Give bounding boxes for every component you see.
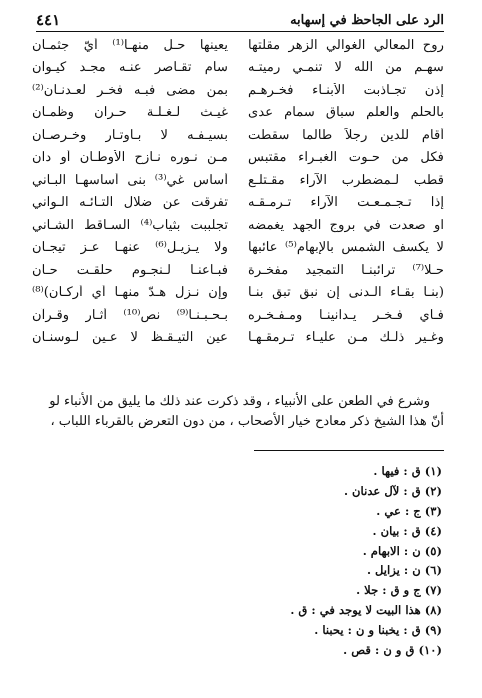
page-number: ٤٤١ [36,11,61,29]
verse-second-hemistich: تفرقت عن ضلال التـائـه الـواني [32,195,228,211]
verse-first-hemistich: إذن تجـاذبت الأبنـاء فخـرهـم [248,82,444,98]
verse-first-hemistich: قطب لـمضطرب الآراء مقـتلـع [248,172,444,188]
poem-verse [32,147,444,170]
verse-first-hemistich: لا يكسف الشمس بالإبهام⁽⁵⁾ عائبها [248,240,444,256]
footnote-separator [254,450,444,451]
poem-verse [32,304,444,327]
verse-first-hemistich: حـلا⁽⁷⁾ ترائبنـا التمجيد مفخـرة [248,262,444,278]
footnote: (٧) ج و ق : جلا . [356,583,442,598]
verse-second-hemistich: ولا يـزيـل⁽⁶⁾ عنهـا عـز تيجـان [32,240,228,256]
verse-second-hemistich: مـن نـوره نـازح الأوطـان أو دان [32,150,228,166]
verse-second-hemistich: وإن نـزل هـدّ منهـا أي أركـان)⁽⁸⁾ [32,285,228,301]
verse-second-hemistich: يعينها حـل منهـا⁽¹⁾ أيّ جثمـان [32,37,229,53]
verse-first-hemistich: أقام للدين رجلاً طالما سقطت [248,127,444,143]
poem-verse [32,169,444,192]
running-header [36,10,444,30]
verse-first-hemistich: إذا تـجـمـعـت الآراء تـرمـقـه [248,195,444,211]
poem-verse [32,214,444,237]
verse-first-hemistich: سهـم من الله لا تنمـي رميتـه [248,60,444,76]
poem-verse [32,282,444,305]
verse-second-hemistich: بـحـبـنـا⁽⁹⁾ نص⁽¹⁰⁾ أثـار وقـرآن [32,307,229,323]
footnotes [290,462,442,661]
verse-first-hemistich: فـاي فـخـر يـدانينـا ومـفـخـره [248,307,444,323]
verse-second-hemistich: أساس غي⁽³⁾ بنى أساسهـا البـاني [32,172,228,188]
verse-first-hemistich: او صعدت في بروج الجهد يغمضه [248,217,444,233]
prose-paragraph [32,392,444,432]
poem-verse [32,192,444,215]
poem-verse [32,102,444,125]
running-title: الرد على الجاحظ في إسهابه [290,12,444,28]
poem-verse [32,79,444,102]
verse-second-hemistich: فبـاعنـا لـنجـوم حلقـت حـان [32,262,228,278]
prose-line: وشرع في الطعن على الأنبياء ، وقد ذكرت عند ذلك ما يليق من الأنباء لو [49,394,430,409]
footnote: (٩) ق : يخبنا و ن : يحبنا . [314,623,442,638]
footnote: (١٠) ق و ن : قص . [343,643,442,658]
verse-second-hemistich: بسيـفـه لا بـأوتـار وخـرصـان [32,127,228,143]
verse-second-hemistich: غيـث لـغـلـة حـران وظمـان [32,105,228,121]
footnote: (٢) ق : لآل عدنان . [343,483,442,498]
poem-verse [32,327,444,350]
verse-second-hemistich: بمن مضى فبـه فخـر لعـدنـان⁽²⁾ [32,82,228,98]
header-rule [36,31,444,32]
footnote: (٣) ج : عي . [376,503,442,518]
verse-first-hemistich: روح المعالي الغوالي الزهر مقلتها [248,37,444,53]
footnote: (٨) هذا البيت لا يوجد في : ق . [290,603,442,618]
verse-first-hemistich: وغـير ذلـك مـن عليـاء تـرمقـهـا [248,330,444,346]
verse-second-hemistich: سام تقـاصر عنـه مجـد كيـوان [32,60,228,76]
poem-verse [32,259,444,282]
footnote: (٥) ن : الابهام . [362,543,442,558]
poem-verse [32,57,444,80]
verse-first-hemistich: (بنـا بقـاء الـدنى إن نبق تبق بنـا [248,285,444,301]
footnote: (١) ق : فيها . [373,464,442,478]
verse-first-hemistich: بالحلم والعلم سباق سمام عدى [248,105,444,121]
verse-second-hemistich: عين التيـقـظ لا عـين لـوسنـان [32,330,228,346]
prose-line: أنّ هذا الشيخ ذكر معادح خيار الأصحاب ، من دون التعرض بالقرباء اللباب ، [50,414,444,429]
poem-verse [32,34,444,57]
poem-verse [32,124,444,147]
poem [32,34,444,349]
footnote: (٤) ق : بيان . [372,523,442,538]
footnote: (٦) ن : يزايل . [366,563,442,578]
verse-first-hemistich: فكل من حـوت الغبـراء مقتبس [248,150,444,166]
poem-verse [32,237,444,260]
verse-second-hemistich: تجلببت بثياب⁽⁴⁾ السـاقط الشـاني [32,217,229,233]
